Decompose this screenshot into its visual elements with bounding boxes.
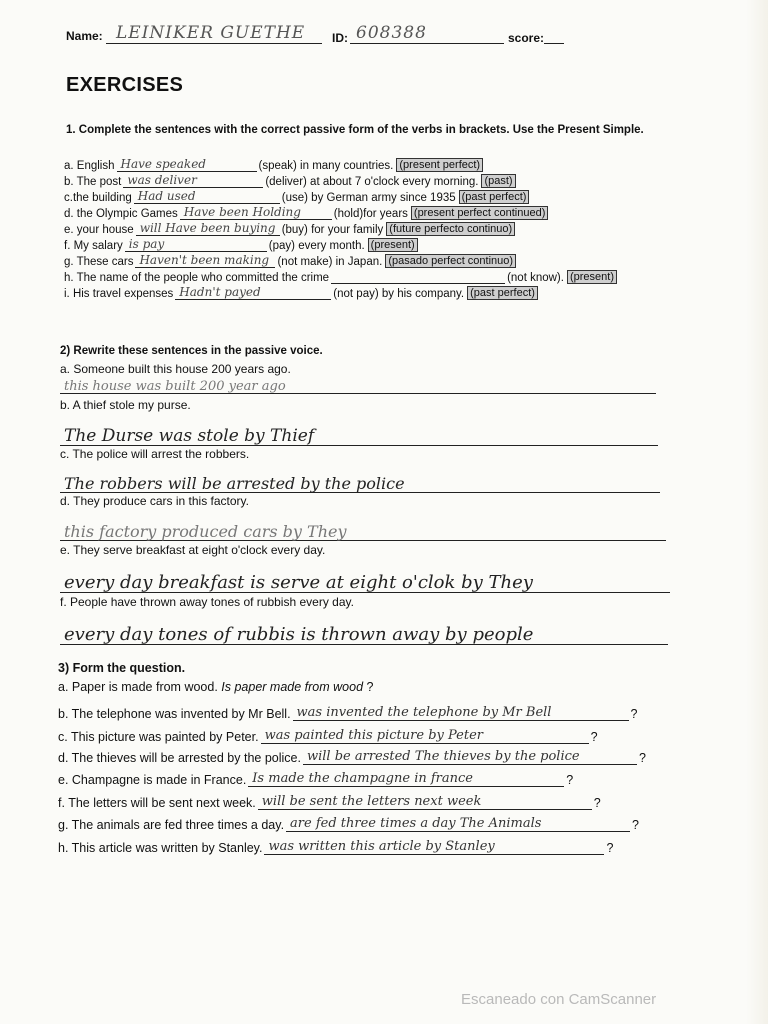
id-field <box>350 22 504 44</box>
id-value: 608388 <box>356 23 427 43</box>
section2-prompt: a. Someone built this house 200 years ago. <box>60 362 291 376</box>
item-text: b. The post <box>64 176 122 188</box>
item-verb-hint: (pay) every month. <box>268 240 365 252</box>
item-prompt: b. The telephone was invented by Mr Bell. <box>58 707 291 721</box>
answer-blank <box>123 174 263 188</box>
question-mark: ? <box>632 818 639 832</box>
score-field <box>544 31 564 44</box>
section3-item <box>58 838 613 855</box>
section2-instruction: 2) Rewrite these sentences in the passive voice. <box>60 345 323 357</box>
handwritten-answer: was written this article by Stanley <box>268 839 495 854</box>
answer-blank <box>180 206 332 220</box>
camscanner-watermark: Escaneado con CamScanner <box>461 991 657 1008</box>
section1-item <box>64 222 515 236</box>
item-prompt: f. The letters will be sent next week. <box>58 796 256 810</box>
section2-prompt: e. They serve breakfast at eight o'clock every day. <box>60 543 326 557</box>
item-verb-hint: (speak) in many countries. <box>258 160 394 172</box>
handwritten-answer: was deliver <box>127 173 197 187</box>
name-label: Name: <box>66 29 103 43</box>
section3-item <box>58 748 646 765</box>
section1-item <box>64 270 617 284</box>
section1-item <box>64 190 529 204</box>
score-label: score: <box>508 31 545 45</box>
item-verb-hint: (hold)for years <box>333 208 408 220</box>
section2-prompt: b. A thief stole my purse. <box>60 398 191 412</box>
handwritten-answer: is pay <box>128 237 165 251</box>
item-prompt: g. The animals are fed three times a day. <box>58 818 285 832</box>
question-mark: ? <box>630 707 638 721</box>
section3-item <box>58 770 573 787</box>
item-prompt: c. This picture was painted by Peter. <box>58 730 259 744</box>
section2-answer-line <box>60 420 658 446</box>
section2-prompt: d. They produce cars in this factory. <box>60 494 249 508</box>
tense-tag: (past perfect) <box>467 286 538 300</box>
question-mark: ? <box>606 841 614 855</box>
item-text: c.the building <box>64 192 132 204</box>
answer-blank <box>125 238 267 252</box>
answer-blank <box>261 727 589 744</box>
handwritten-answer: will be sent the letters next week <box>261 794 482 809</box>
answer-blank <box>175 286 331 300</box>
tense-tag: (past) <box>481 174 515 188</box>
name-field <box>106 22 322 44</box>
question-mark: ? <box>590 730 598 744</box>
tense-tag: (present perfect) <box>396 158 483 172</box>
section3-item <box>58 704 638 721</box>
answer-blank <box>248 770 564 787</box>
handwritten-answer: Have speaked <box>120 157 206 171</box>
answer-blank <box>136 222 280 236</box>
item-text: f. My salary <box>64 240 123 252</box>
handwritten-answer: Hadn't payed <box>179 285 261 299</box>
example-prompt: a. Paper is made from wood. <box>58 680 218 694</box>
section1-instruction: 1. Complete the sentences with the correct passive form of the verbs in brackets. Use the Present Simple. <box>66 124 644 136</box>
section1-item <box>64 286 538 300</box>
section2-prompt: f. People have thrown away tones of rubbish every day. <box>60 595 354 609</box>
section1-item <box>64 254 516 268</box>
question-mark: ? <box>566 773 574 787</box>
handwritten-answer: Had used <box>137 189 196 203</box>
handwritten-answer: will be arrested The thieves by the police <box>306 749 580 764</box>
handwritten-answer: are fed three times a day The Animals <box>290 816 542 831</box>
item-verb-hint: (not pay) by his company. <box>333 288 465 300</box>
section3-item <box>58 727 598 744</box>
answer-blank <box>286 815 630 832</box>
item-text: a. English <box>64 160 115 172</box>
page-title: EXERCISES <box>66 74 184 96</box>
section2-answer-line <box>60 372 656 394</box>
handwritten-answer: The robbers will be arrested by the police <box>64 474 405 493</box>
answer-blank <box>293 704 629 721</box>
section1-item <box>64 174 516 188</box>
section2-prompt: c. The police will arrest the robbers. <box>60 447 250 461</box>
item-text: i. His travel expenses <box>64 288 174 300</box>
section2-answer-line <box>60 516 666 541</box>
answer-blank <box>258 793 592 810</box>
handwritten-answer: every day breakfast is serve at eight o'clok by They <box>64 572 533 593</box>
answer-blank <box>134 190 280 204</box>
section2-answer-line <box>60 618 668 645</box>
handwritten-answer: Haven't been making <box>139 253 270 267</box>
handwritten-answer: every day tones of rubbis is thrown away by people <box>64 624 534 645</box>
example-answer: Is paper made from wood <box>221 680 364 694</box>
tense-tag: (past perfect) <box>459 190 530 204</box>
id-label: ID: <box>332 31 348 45</box>
answer-blank <box>117 158 257 172</box>
name-value: LEINIKER GUETHE <box>116 23 306 43</box>
section2-answer-line <box>60 468 660 493</box>
tense-tag: (present) <box>567 270 617 284</box>
item-text: d. the Olympic Games <box>64 208 178 220</box>
item-text: h. The name of the people who committed the crime <box>64 272 330 284</box>
item-verb-hint: (buy) for your family <box>281 224 384 236</box>
tense-tag: (pasado perfect continuo) <box>385 254 516 268</box>
handwritten-answer: The Durse was stole by Thief <box>64 426 315 446</box>
example-question-mark: ? <box>366 680 374 694</box>
answer-blank <box>303 748 637 765</box>
section1-item <box>64 238 418 252</box>
section2-answer-line <box>60 566 670 593</box>
answer-blank <box>135 254 275 268</box>
page-edge-shadow <box>746 0 768 1024</box>
answer-blank <box>264 838 604 855</box>
item-text: g. These cars <box>64 256 134 268</box>
handwritten-answer: Have been Holding <box>183 205 301 219</box>
section3-item <box>58 793 601 810</box>
item-prompt: e. Champagne is made in France. <box>58 773 247 787</box>
handwritten-answer: Is made the champagne in france <box>252 771 473 786</box>
item-text: e. your house <box>64 224 134 236</box>
item-verb-hint: (deliver) at about 7 o'clock every morning. <box>265 176 479 188</box>
handwritten-answer: was invented the telephone by Mr Bell <box>296 705 552 720</box>
section3-item <box>58 815 639 832</box>
item-verb-hint: (use) by German army since 1935 <box>281 192 456 204</box>
section1-item <box>64 206 548 220</box>
section3-example <box>58 680 373 694</box>
tense-tag: (future perfecto continuo) <box>386 222 515 236</box>
handwritten-answer: was painted this picture by Peter <box>264 728 483 743</box>
section3-instruction: 3) Form the question. <box>58 661 186 675</box>
item-prompt: d. The thieves will be arrested by the police. <box>58 751 301 765</box>
item-verb-hint: (not know). <box>507 272 564 284</box>
tense-tag: (present) <box>368 238 418 252</box>
handwritten-answer: this house was built 200 year ago <box>64 379 286 394</box>
question-mark: ? <box>593 796 601 810</box>
tense-tag: (present perfect continued) <box>411 206 548 220</box>
question-mark: ? <box>638 751 646 765</box>
handwritten-answer: will Have been buying <box>139 221 276 235</box>
handwritten-answer: this factory produced cars by They <box>64 522 347 541</box>
section1-item <box>64 158 483 172</box>
item-prompt: h. This article was written by Stanley. <box>58 841 263 855</box>
item-verb-hint: (not make) in Japan. <box>277 256 383 268</box>
answer-blank <box>331 270 505 284</box>
